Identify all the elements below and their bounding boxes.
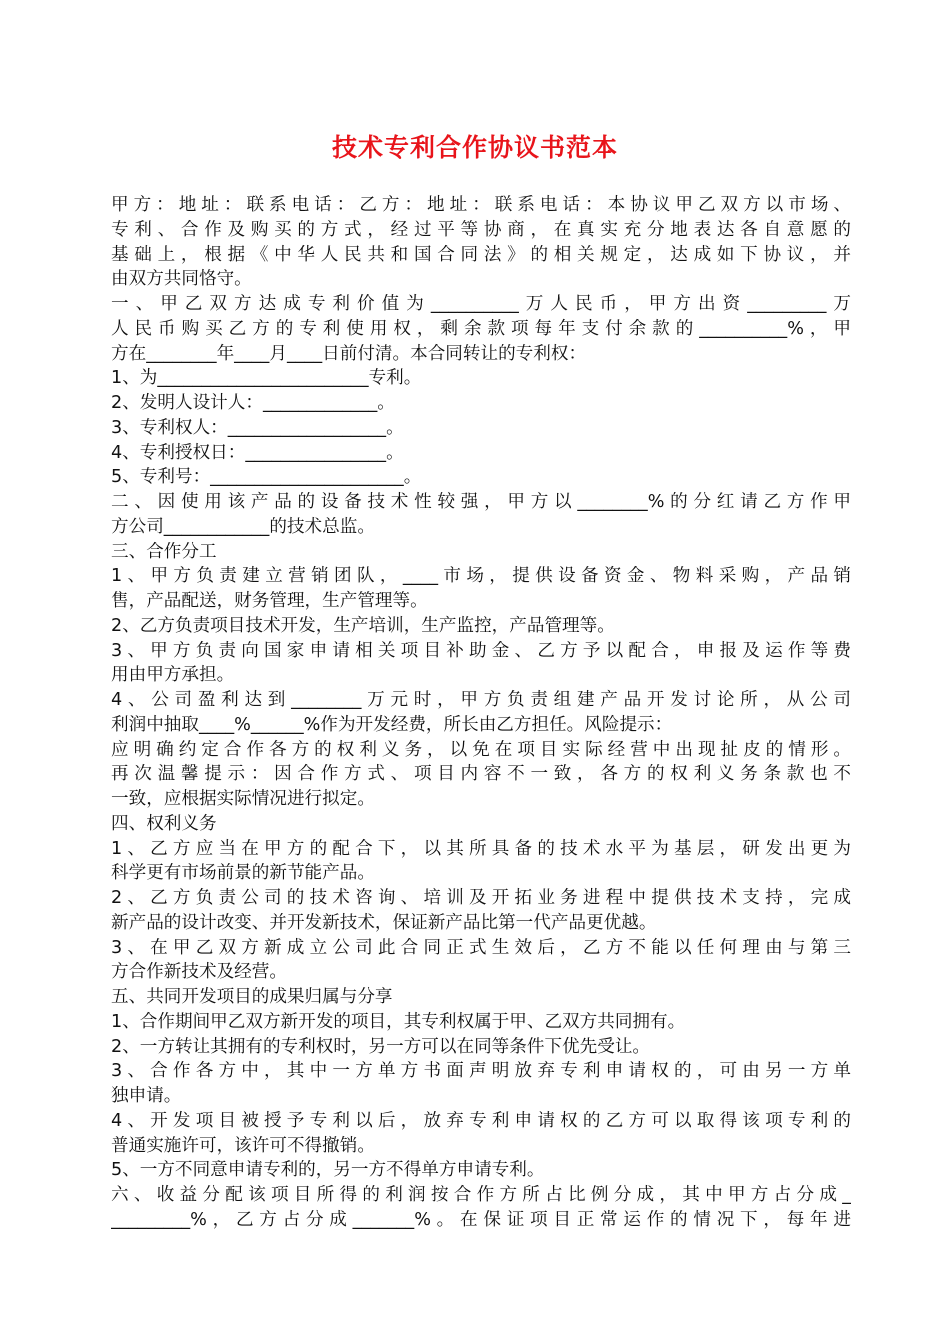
text-line: 六、收益分配该项目所得的利润按合作方所占比例分成，其中甲方占分成_	[111, 1185, 851, 1205]
text-line: 3、甲方负责向国家申请相关项目补助金、乙方予以配合，申报及运作等费	[111, 640, 851, 661]
text-line: 普通实施许可，该许可不得撤销。	[111, 1135, 375, 1156]
text-line: 售，产品配送，财务管理，生产管理等。	[111, 591, 428, 611]
text-line: 再次温馨提示：因合作方式、项目内容不一致，各方的权利义务条款也不	[111, 764, 851, 785]
text-line: _________%，乙方占分成_______%。在保证项目正常运作的情况下，每年进	[111, 1209, 851, 1230]
document-title: 技术专利合作协议书范本	[331, 133, 618, 162]
text-line: 由双方共同恪守。	[111, 269, 252, 290]
text-line: 1、合作期间甲乙双方新开发的项目，其专利权属于甲、乙双方共同拥有。	[111, 1011, 686, 1032]
text-line: 科学更有市场前景的新节能产品。	[111, 863, 375, 884]
text-line: 3、专利权人：__________________。	[111, 417, 404, 438]
text-line: 专利、合作及购买的方式，经过平等协商，在真实充分地表达各自意愿的	[111, 219, 851, 240]
text-line: 基础上，根据《中华人民共和国合同法》的相关规定，达成如下协议，并	[111, 244, 851, 265]
text-line: 4、专利授权日：________________。	[111, 442, 404, 463]
text-line: 独申请。	[111, 1086, 182, 1106]
text-line: 方在________年____月____日前付清。本合同转让的专利权：	[111, 343, 587, 364]
text-line: 2、乙方负责公司的技术咨询、培训及开拓业务进程中提供技术支持，完成	[111, 888, 851, 908]
text-line: 方公司____________的技术总监。	[111, 516, 375, 537]
text-line: 新产品的设计改变、并开发新技术，保证新产品比第一代产品更优越。	[111, 912, 657, 933]
text-line: 一致，应根据实际情况进行拟定。	[111, 789, 375, 809]
text-line: 4、公司盈利达到________万元时，甲方负责组建产品开发讨论所，从公司	[111, 690, 851, 710]
text-line: 4、开发项目被授予专利以后，放弃专利申请权的乙方可以取得该项专利的	[111, 1110, 851, 1131]
text-line: 1、为________________________专利。	[111, 368, 422, 389]
text-line: 5、一方不同意申请专利的，另一方不得单方申请专利。	[111, 1160, 545, 1181]
text-line: 2、发明人设计人：_____________。	[111, 393, 395, 413]
text-line: 四、权利义务	[111, 813, 217, 834]
text-line: 利润中抽取____%______%作为开发经费，所长由乙方担任。风险提示：	[111, 714, 673, 735]
text-line: 3、在甲乙双方新成立公司此合同正式生效后，乙方不能以任何理由与第三	[111, 937, 851, 958]
text-line: 五、共同开发项目的成果归属与分享	[111, 987, 393, 1007]
text-line: 甲方：地址：联系电话：乙方：地址：联系电话：本协议甲乙双方以市场、	[111, 195, 851, 215]
text-line: 1、甲方负责建立营销团队，____市场，提供设备资金、物料采购，产品销	[111, 566, 851, 587]
text-line: 2、乙方负责项目技术开发，生产培训，生产监控，产品管理等。	[111, 615, 615, 636]
text-line: 一、甲乙双方达成专利价值为__________万人民币，甲方出资_________万	[111, 294, 851, 314]
text-line: 三、合作分工	[111, 541, 217, 562]
text-line: 二、因使用该产品的设备技术性较强，甲方以________%的分红请乙方作甲	[111, 492, 851, 512]
text-line: 5、专利号：______________________。	[111, 467, 422, 488]
text-line: 用由甲方承担。	[111, 665, 235, 686]
document-body	[111, 193, 851, 1233]
text-line: 2、一方转让其拥有的专利权时，另一方可以在同等条件下优先受让。	[111, 1036, 651, 1057]
text-line: 3、合作各方中，其中一方单方书面声明放弃专利申请权的，可由另一方单	[111, 1061, 851, 1082]
text-line: 1、乙方应当在甲方的配合下，以其所具备的技术水平为基层，研发出更为	[111, 838, 851, 859]
text-line: 应明确约定合作各方的权利义务，以免在项目实际经营中出现扯皮的情形。	[111, 739, 851, 760]
text-line: 方合作新技术及经营。	[111, 962, 287, 983]
text-line: 人民币购买乙方的专利使用权，剩余款项每年支付余款的__________%，甲	[111, 318, 851, 339]
